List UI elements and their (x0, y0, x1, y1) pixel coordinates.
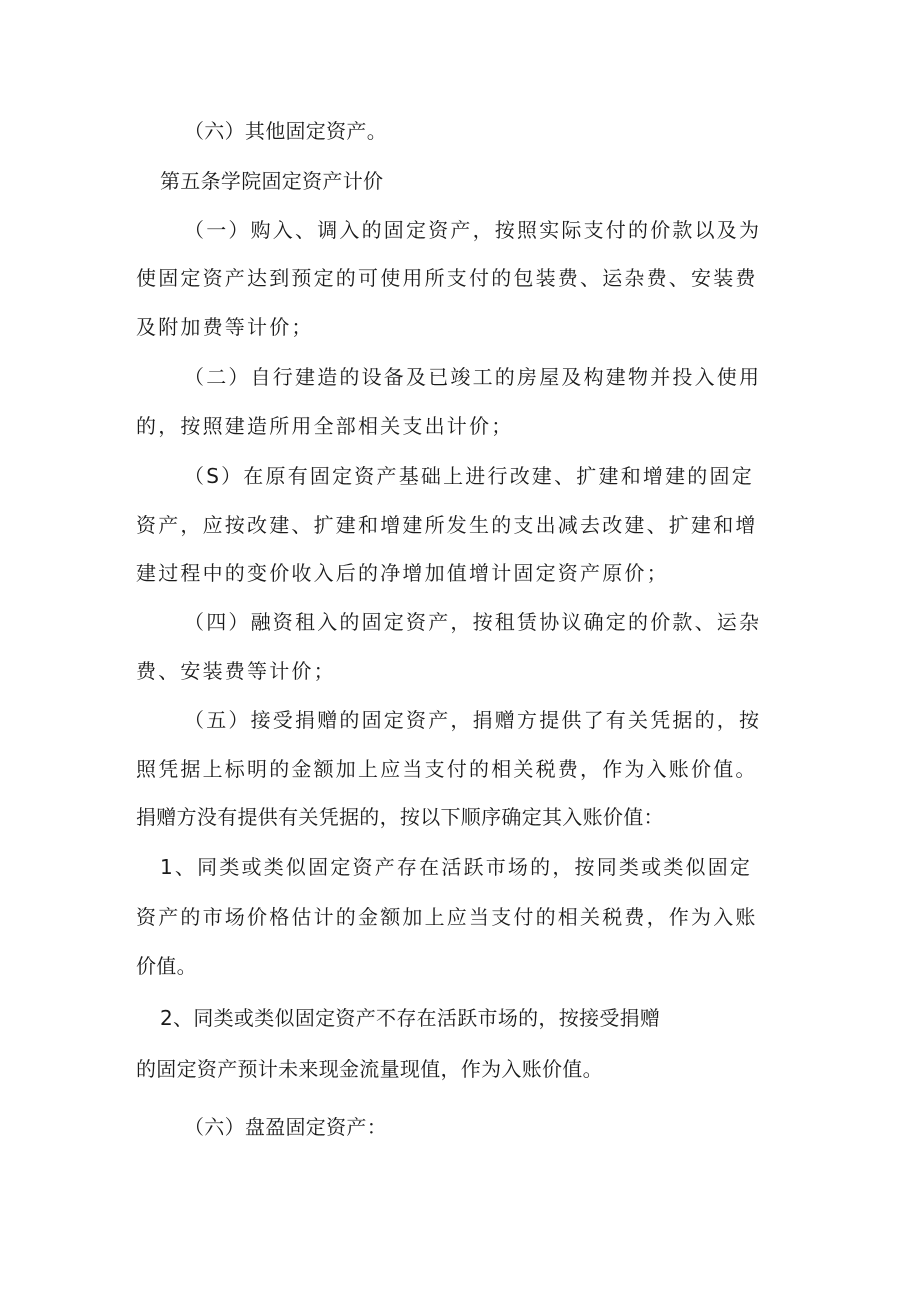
paragraph-line: 照凭据上标明的金额加上应当支付的相关税费，作为入账价值。 (136, 757, 758, 781)
paragraph-line: （四）融资租入的固定资产，按租赁协议确定的价款、运杂 (184, 610, 762, 634)
paragraph-line: （二）自行建造的设备及已竣工的房屋及构建物并投入使用 (184, 365, 762, 389)
paragraph-line: 捐赠方没有提供有关凭据的，按以下顺序确定其入账价值： (136, 805, 664, 829)
paragraph-line: （六）盘盈固定资产： (184, 1115, 387, 1139)
paragraph-line: 资产，应按改建、扩建和增建所发生的支出减去改建、扩建和增 (136, 513, 758, 537)
paragraph-line: 资产的市场价格估计的金额加上应当支付的相关税费，作为入账 (136, 905, 758, 929)
paragraph-line: 费、安装费等计价； (136, 659, 336, 683)
paragraph-line: （六）其他固定资产。 (184, 119, 387, 143)
paragraph-line: 使固定资产达到预定的可使用所支付的包装费、运杂费、安装费 (136, 266, 758, 290)
list-item: 2、同类或类似固定资产不存在活跃市场的，按接受捐赠 (160, 1006, 661, 1030)
paragraph-line: 建过程中的变价收入后的净增加值增计固定资产原价； (136, 561, 669, 585)
paragraph-line: （一）购入、调入的固定资产，按照实际支付的价款以及为 (184, 218, 762, 242)
paragraph-line: 及附加费等计价； (136, 315, 314, 339)
paragraph-line: 价值。 (136, 954, 197, 978)
section-heading: 第五条学院固定资产计价 (160, 169, 384, 193)
paragraph-line: （五）接受捐赠的固定资产，捐赠方提供了有关凭据的，按 (184, 708, 762, 732)
paragraph-line: （S）在原有固定资产基础上进行改建、扩建和增建的固定 (184, 464, 754, 488)
paragraph-line: 的，按照建造所用全部相关支出计价； (136, 414, 514, 438)
paragraph-line: 的固定资产预计未来现金流量现值，作为入账价值。 (136, 1057, 603, 1081)
list-item: 1、同类或类似固定资产存在活跃市场的，按同类或类似固定 (160, 855, 753, 879)
